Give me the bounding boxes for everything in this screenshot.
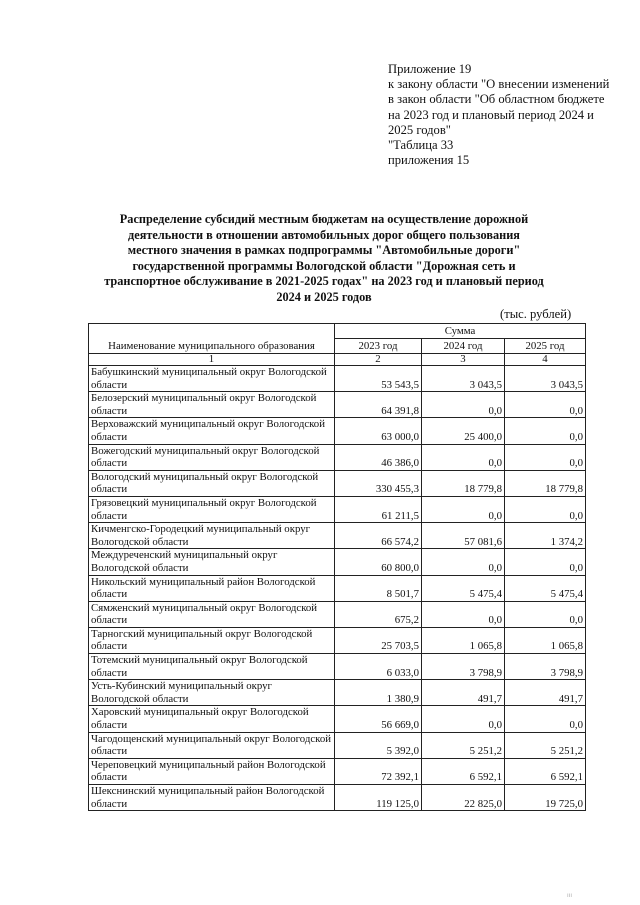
table-row	[89, 601, 586, 627]
value-2023: 56 669,0	[335, 706, 422, 732]
value-2023: 72 392,1	[335, 758, 422, 784]
municipality-name: Верховажский муниципальный округ Вологодской области	[89, 418, 335, 444]
value-2024: 5 251,2	[422, 732, 505, 758]
value-2023: 46 386,0	[335, 444, 422, 470]
municipality-name: Череповецкий муниципальный район Вологодской области	[89, 758, 335, 784]
value-2025: 0,0	[505, 496, 586, 522]
value-2025: 0,0	[505, 444, 586, 470]
value-2025: 19 725,0	[505, 785, 586, 811]
value-2023: 8 501,7	[335, 575, 422, 601]
units-label: (тыс. рублей)	[500, 307, 572, 321]
annex-header: Приложение 19 к закону области "О внесении изменений в закон области "Об областном бюджете на 2023 год и плановый период 2024 и 2025 годов" "Таблица 33 приложения 15	[388, 62, 610, 168]
value-2025: 6 592,1	[505, 758, 586, 784]
value-2025: 18 779,8	[505, 470, 586, 496]
value-2024: 18 779,8	[422, 470, 505, 496]
municipality-name: Чагодощенский муниципальный округ Вологодской области	[89, 732, 335, 758]
value-2025: 1 065,8	[505, 627, 586, 653]
value-2025: 0,0	[505, 601, 586, 627]
municipality-name: Шекснинский муниципальный район Вологодской области	[89, 785, 335, 811]
value-2023: 66 574,2	[335, 523, 422, 549]
table-row	[89, 418, 586, 444]
column-number: 2	[335, 354, 422, 366]
column-header-sum: Сумма	[335, 324, 586, 339]
value-2023: 119 125,0	[335, 785, 422, 811]
table-row	[89, 366, 586, 392]
value-2024: 3 798,9	[422, 654, 505, 680]
value-2023: 6 033,0	[335, 654, 422, 680]
value-2025: 491,7	[505, 680, 586, 706]
table-row	[89, 706, 586, 732]
table-row	[89, 444, 586, 470]
municipality-name: Харовский муниципальный округ Вологодской области	[89, 706, 335, 732]
value-2024: 3 043,5	[422, 366, 505, 392]
value-2024: 0,0	[422, 392, 505, 418]
value-2023: 64 391,8	[335, 392, 422, 418]
column-header-name: Наименование муниципального образования	[89, 324, 335, 354]
table-row	[89, 496, 586, 522]
value-2024: 0,0	[422, 549, 505, 575]
value-2023: 1 380,9	[335, 680, 422, 706]
value-2025: 0,0	[505, 392, 586, 418]
value-2025: 3 798,9	[505, 654, 586, 680]
table-row	[89, 732, 586, 758]
value-2024: 57 081,6	[422, 523, 505, 549]
municipality-name: Сямженский муниципальный округ Вологодской области	[89, 601, 335, 627]
value-2024: 5 475,4	[422, 575, 505, 601]
value-2024: 0,0	[422, 706, 505, 732]
table-row	[89, 627, 586, 653]
value-2025: 0,0	[505, 549, 586, 575]
table-row	[89, 680, 586, 706]
table-body	[89, 366, 586, 811]
column-header-2023: 2023 год	[335, 339, 422, 354]
value-2023: 60 800,0	[335, 549, 422, 575]
municipality-name: Тотемский муниципальный округ Вологодской области	[89, 654, 335, 680]
value-2025: 5 475,4	[505, 575, 586, 601]
value-2025: 5 251,2	[505, 732, 586, 758]
column-header-2025: 2025 год	[505, 339, 586, 354]
value-2024: 1 065,8	[422, 627, 505, 653]
municipality-name: Вожегодский муниципальный округ Вологодской области	[89, 444, 335, 470]
municipality-name: Кичменгско-Городецкий муниципальный округ Вологодской области	[89, 523, 335, 549]
value-2024: 0,0	[422, 601, 505, 627]
document-title: Распределение субсидий местным бюджетам на осуществление дорожной деятельности в отношении автомобильных дорог общего пользования местного значения в рамках подпрограммы "Автомобильные дороги" государственной программы Вологодской области "Дорожная сеть и транспортное обслуживание в 2021-2025 годах" на 2023 год и плановый период 2024 и 2025 годов	[104, 212, 544, 304]
municipality-name: Междуреченский муниципальный округ Вологодской области	[89, 549, 335, 575]
scan-mark: ııı	[567, 892, 573, 899]
value-2025: 0,0	[505, 706, 586, 732]
municipality-name: Тарногский муниципальный округ Вологодской области	[89, 627, 335, 653]
value-2025: 0,0	[505, 418, 586, 444]
table-row	[89, 523, 586, 549]
municipality-name: Бабушкинский муниципальный округ Вологодской области	[89, 366, 335, 392]
table-row	[89, 470, 586, 496]
municipality-name: Никольский муниципальный район Вологодской области	[89, 575, 335, 601]
municipality-name: Вологодский муниципальный округ Вологодской области	[89, 470, 335, 496]
column-number: 3	[422, 354, 505, 366]
value-2023: 53 543,5	[335, 366, 422, 392]
table-row	[89, 758, 586, 784]
table-row	[89, 654, 586, 680]
value-2023: 63 000,0	[335, 418, 422, 444]
column-number: 4	[505, 354, 586, 366]
table-row	[89, 549, 586, 575]
value-2023: 5 392,0	[335, 732, 422, 758]
value-2024: 491,7	[422, 680, 505, 706]
value-2023: 330 455,3	[335, 470, 422, 496]
value-2024: 0,0	[422, 496, 505, 522]
column-header-2024: 2024 год	[422, 339, 505, 354]
value-2024: 22 825,0	[422, 785, 505, 811]
value-2024: 6 592,1	[422, 758, 505, 784]
value-2024: 25 400,0	[422, 418, 505, 444]
value-2023: 675,2	[335, 601, 422, 627]
municipality-name: Грязовецкий муниципальный округ Вологодской области	[89, 496, 335, 522]
value-2023: 25 703,5	[335, 627, 422, 653]
value-2025: 1 374,2	[505, 523, 586, 549]
table-row	[89, 575, 586, 601]
value-2023: 61 211,5	[335, 496, 422, 522]
value-2025: 3 043,5	[505, 366, 586, 392]
municipality-name: Белозерский муниципальный округ Вологодской области	[89, 392, 335, 418]
subsidies-table	[88, 323, 586, 811]
value-2024: 0,0	[422, 444, 505, 470]
column-number: 1	[89, 354, 335, 366]
municipality-name: Усть-Кубинский муниципальный округ Вологодской области	[89, 680, 335, 706]
table-row	[89, 392, 586, 418]
table-row	[89, 785, 586, 811]
